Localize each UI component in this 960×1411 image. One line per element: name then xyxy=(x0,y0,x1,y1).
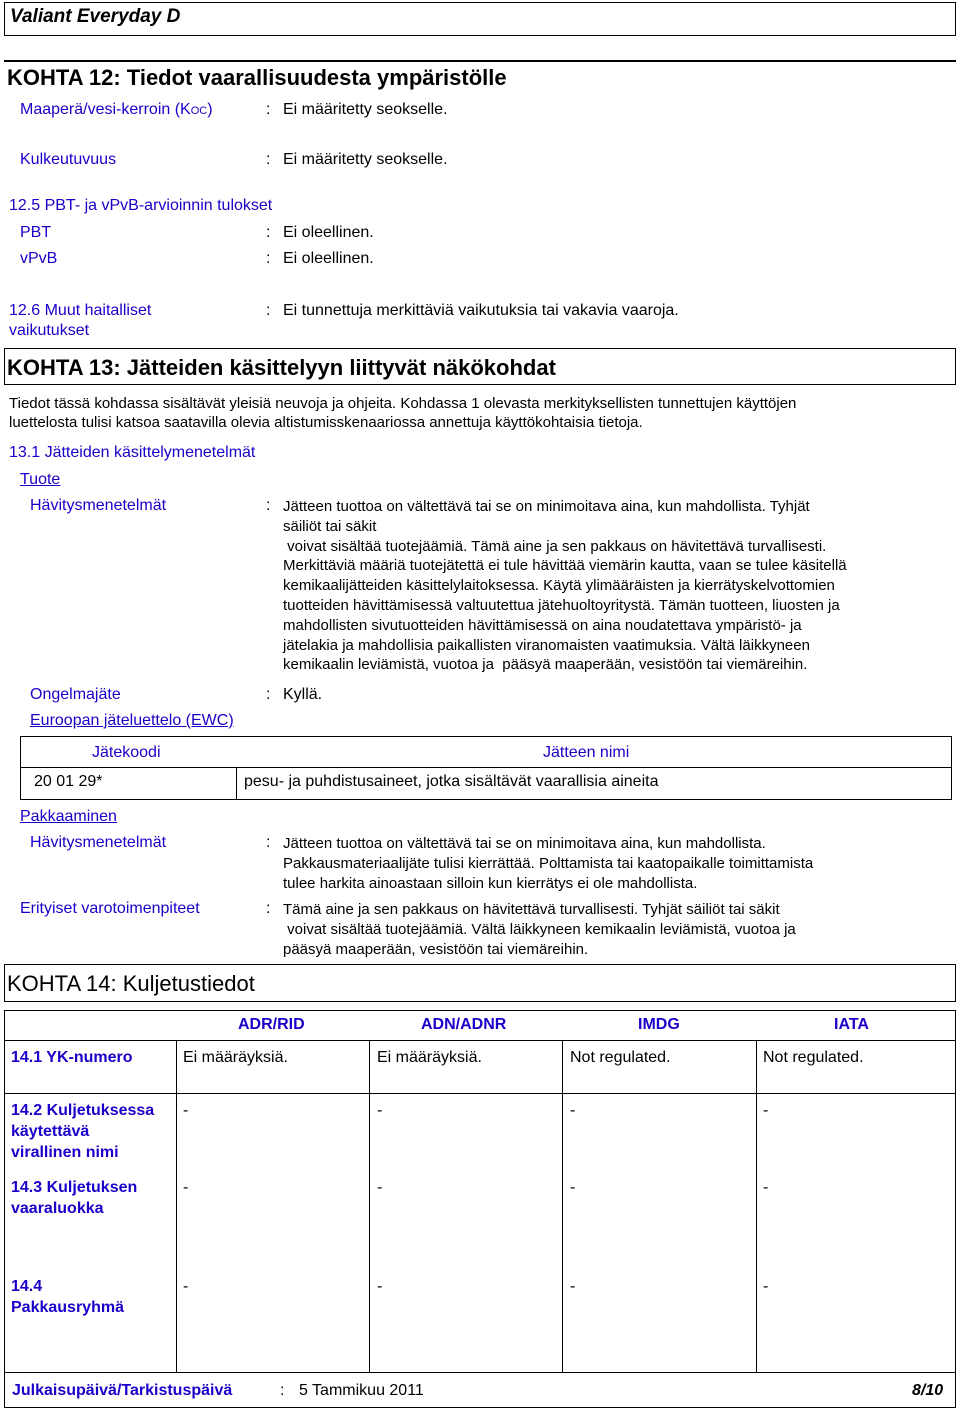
row-packing-group-label-1: 14.4 xyxy=(11,1278,43,1295)
koc-value: Ei määritetty seokselle. xyxy=(283,101,448,118)
vpvb-value: Ei oleellinen. xyxy=(283,250,374,267)
vpvb-label: vPvB xyxy=(20,250,58,267)
intro-line-1: Tiedot tässä kohdassa sisältävät yleisiä neuvoja ja ohjeita. Kohdassa 1 olevasta merkityksellisten tunnettujen käyttöjen xyxy=(9,395,797,412)
transport-col-rule xyxy=(176,1040,177,1372)
disposal-line: Jätteen tuottoa on vältettävä tai se on minimoitava aina, kun mahdollista. Tyhjät xyxy=(283,498,810,515)
row-shipping-name-iata: - xyxy=(763,1102,769,1119)
hazardous-label: Ongelmajäte xyxy=(30,686,121,703)
other-effects-label-1: 12.6 Muut haitalliset xyxy=(9,302,152,319)
transport-table-top xyxy=(4,1010,956,1011)
section-13-title: KOHTA 13: Jätteiden käsittelyyn liittyvät näkökohdat xyxy=(7,355,556,380)
section-12-rule xyxy=(4,60,956,62)
row-shipping-name-label-1: 14.2 Kuljetuksessa xyxy=(11,1102,155,1119)
footer-date-value: 5 Tammikuu 2011 xyxy=(299,1382,424,1399)
transport-table-right xyxy=(955,1010,956,1372)
pack-disposal-text xyxy=(283,834,813,893)
sep: : xyxy=(266,250,271,267)
disposal-line: kemikaalin leviämistä, vuotoa ja pääsyä maaperään, vesistöön tai viemäreihin. xyxy=(283,656,808,674)
footer-page-number: 8/10 xyxy=(912,1382,944,1399)
sep: : xyxy=(266,497,271,514)
ewc-table-col-rule xyxy=(236,767,237,800)
precautions-line: pääsyä maaperään, vesistöön tai viemäreihin. xyxy=(283,940,589,958)
sep: : xyxy=(266,834,271,851)
ewc-label: Euroopan jäteluettelo (EWC) xyxy=(30,712,234,729)
transport-table-row-rule xyxy=(4,1093,956,1094)
hazardous-value: Kyllä. xyxy=(283,686,323,703)
mobility-label: Kulkeutuvuus xyxy=(20,151,117,168)
transport-col-adr: ADR/RID xyxy=(238,1016,305,1033)
transport-col-imdg: IMDG xyxy=(638,1016,680,1033)
row-un-number-adr: Ei määräyksiä. xyxy=(183,1049,288,1066)
disposal-text xyxy=(283,497,847,675)
row-hazard-class-adn: - xyxy=(377,1179,383,1196)
row-hazard-class-iata: - xyxy=(763,1179,769,1196)
koc-label-text: Maaperä/vesi-kerroin (K xyxy=(20,101,191,118)
row-hazard-class-label-1: 14.3 Kuljetuksen xyxy=(11,1179,138,1196)
ewc-name: pesu- ja puhdistusaineet, jotka sisältävät vaarallisia aineita xyxy=(244,773,659,790)
pbt-heading: 12.5 PBT- ja vPvB-arvioinnin tulokset xyxy=(9,197,273,214)
sep: : xyxy=(266,101,271,118)
ewc-table-row-rule xyxy=(20,767,952,768)
row-shipping-name-adr: - xyxy=(183,1102,189,1119)
methods-heading: 13.1 Jätteiden käsittelymenetelmät xyxy=(9,444,256,461)
row-shipping-name-imdg: - xyxy=(570,1102,576,1119)
ewc-code: 20 01 29* xyxy=(34,773,103,790)
pack-disposal-line: Pakkausmateriaalijäte tulisi kierrättää. Polttamista tai kaatopaikalle toimittamista xyxy=(283,854,814,872)
row-packing-group-adn: - xyxy=(377,1278,383,1295)
row-packing-group-imdg: - xyxy=(570,1278,576,1295)
disposal-line: mahdollisten sivutuotteiden hävittämisessä on aina noudatettava ympäristö- ja xyxy=(283,616,802,634)
section-12-title: KOHTA 12: Tiedot vaarallisuudesta ympäristölle xyxy=(7,65,507,90)
footer-date-label: Julkaisupäivä/Tarkistuspäivä xyxy=(12,1382,233,1399)
mobility-value: Ei määritetty seokselle. xyxy=(283,151,448,168)
precautions-label: Erityiset varotoimenpiteet xyxy=(20,900,200,917)
product-name: Valiant Everyday D xyxy=(10,6,181,27)
koc-label xyxy=(20,101,213,119)
sep: : xyxy=(280,1382,285,1399)
precautions-line: voivat sisältää tuotejäämiä. Vältä läikkyneen kemikaalin leviämistä, vuotoa ja xyxy=(283,920,796,938)
disposal-label: Hävitysmenetelmät xyxy=(30,497,167,514)
pack-disposal-line: Jätteen tuottoa on vältettävä tai se on minimoitava aina, kun mahdollista. xyxy=(283,835,766,852)
row-packing-group-label-2: Pakkausryhmä xyxy=(11,1299,124,1316)
koc-sub: OC xyxy=(190,105,208,117)
ewc-col-code: Jätekoodi xyxy=(92,744,161,761)
row-hazard-class-label-2: vaaraluokka xyxy=(11,1200,104,1217)
other-effects-label-2: vaikutukset xyxy=(9,322,90,339)
sep: : xyxy=(266,686,271,703)
transport-table-head-rule xyxy=(4,1040,956,1041)
row-shipping-name-label-3: virallinen nimi xyxy=(11,1144,119,1161)
sep: : xyxy=(266,900,271,917)
row-hazard-class-imdg: - xyxy=(570,1179,576,1196)
disposal-line: säiliöt tai säkit xyxy=(283,517,377,535)
row-un-number-iata: Not regulated. xyxy=(763,1049,864,1066)
ewc-col-name: Jätteen nimi xyxy=(543,744,630,761)
transport-col-rule xyxy=(562,1040,563,1372)
row-un-number-adn: Ei määräyksiä. xyxy=(377,1049,482,1066)
pack-disposal-line: tulee harkita ainoastaan silloin kun kierrätys ei ole mahdollista. xyxy=(283,874,698,892)
section-14-title: KOHTA 14: Kuljetustiedot xyxy=(7,971,255,996)
transport-col-rule xyxy=(756,1040,757,1372)
sep: : xyxy=(266,151,271,168)
packaging-label: Pakkaaminen xyxy=(20,808,117,825)
transport-table-left xyxy=(4,1010,5,1372)
precautions-line: Tämä aine ja sen pakkaus on hävitettävä turvallisesti. Tyhjät säiliöt tai säkit xyxy=(283,901,780,918)
disposal-line: tuotteiden hävittämisessä valtuutettua jätehuoltoyritystä. Tämän tuotteen, liuosten ja xyxy=(283,596,840,614)
intro-line-2: luettelosta tulisi katsoa saatavilla olevia altistumisskenaariossa annettuja käyttökohtaisia tietoja. xyxy=(9,414,643,431)
transport-col-rule xyxy=(369,1040,370,1372)
precautions-text xyxy=(283,900,796,959)
disposal-line: kemikaalijätteiden käsittelylaitoksessa. Käytä ylimääräisten ja kierrätyskelvottomien xyxy=(283,577,835,595)
pbt-value: Ei oleellinen. xyxy=(283,224,374,241)
row-shipping-name-label-2: käytettävä xyxy=(11,1123,90,1140)
sep: : xyxy=(266,302,271,319)
pack-disposal-label: Hävitysmenetelmät xyxy=(30,834,167,851)
row-hazard-class-adr: - xyxy=(183,1179,189,1196)
koc-close: ) xyxy=(207,101,213,118)
disposal-line: voivat sisältää tuotejäämiä. Tämä aine ja sen pakkaus on hävitettävä turvallisesti. xyxy=(283,537,827,555)
transport-col-iata: IATA xyxy=(834,1016,869,1033)
disposal-line: Merkittäviä määriä tuotejätettä ei tule hävittää viemärin kautta, vaan se tulee käsitellä xyxy=(283,557,847,575)
row-un-number-label: 14.1 YK-numero xyxy=(11,1049,133,1066)
transport-col-adn: ADN/ADNR xyxy=(421,1016,507,1033)
product-label: Tuote xyxy=(20,471,61,488)
pbt-label: PBT xyxy=(20,224,52,241)
other-effects-value: Ei tunnettuja merkittäviä vaikutuksia tai vakavia vaaroja. xyxy=(283,302,679,319)
row-shipping-name-adn: - xyxy=(377,1102,383,1119)
row-packing-group-adr: - xyxy=(183,1278,189,1295)
disposal-line: jätelakia ja mahdollisia paikallisten viranomaisten vaatimuksia. Vältä läikkyneen xyxy=(283,636,810,654)
row-un-number-imdg: Not regulated. xyxy=(570,1049,671,1066)
sep: : xyxy=(266,224,271,241)
row-packing-group-iata: - xyxy=(763,1278,769,1295)
